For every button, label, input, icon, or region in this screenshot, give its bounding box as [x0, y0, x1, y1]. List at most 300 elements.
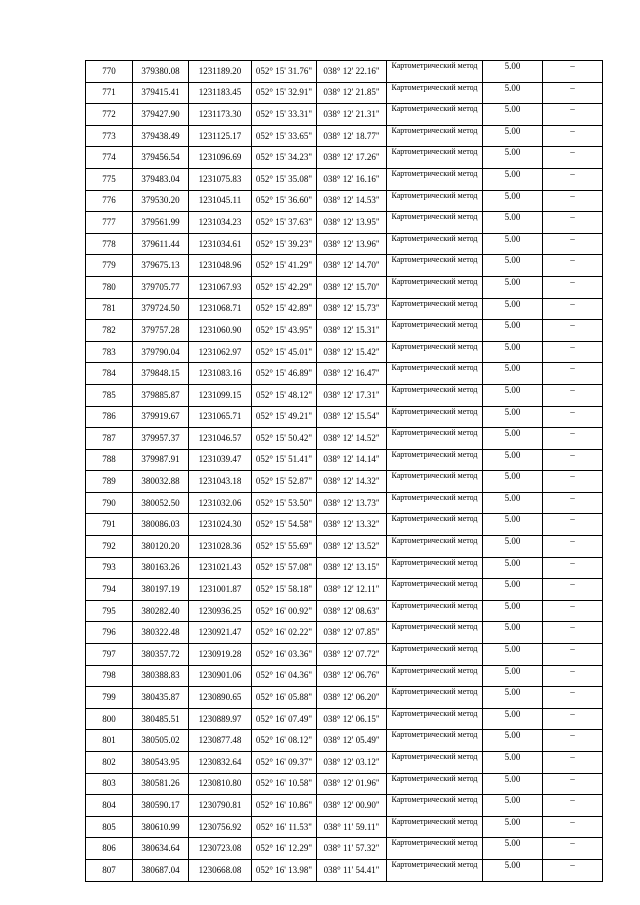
method-cell: Картометрический метод: [387, 838, 483, 860]
longitude-cell: 038° 12' 03.12": [317, 752, 387, 774]
x-coordinate-cell: 379456.54: [133, 147, 189, 169]
latitude-cell: 052° 15' 45.01": [252, 341, 317, 363]
x-coordinate-cell: 379919.67: [133, 406, 189, 428]
description-cell: –: [543, 61, 603, 83]
latitude-cell: 052° 16' 10.58": [252, 773, 317, 795]
precision-cell: 5.00: [483, 320, 543, 342]
table-row: [86, 838, 603, 860]
point-number-cell: 802: [86, 752, 133, 774]
precision-cell: 5.00: [483, 255, 543, 277]
method-cell: Картометрический метод: [387, 190, 483, 212]
y-coordinate-cell: 1231046.57: [189, 428, 252, 450]
table-row: [86, 449, 603, 471]
point-number-cell: 796: [86, 622, 133, 644]
longitude-cell: 038° 12' 21.31": [317, 104, 387, 126]
method-cell: Картометрический метод: [387, 233, 483, 255]
description-cell: –: [543, 600, 603, 622]
y-coordinate-cell: 1231001.87: [189, 579, 252, 601]
method-cell: Картометрический метод: [387, 557, 483, 579]
table-row: [86, 384, 603, 406]
x-coordinate-cell: 379380.08: [133, 61, 189, 83]
x-coordinate-cell: 379757.28: [133, 320, 189, 342]
y-coordinate-cell: 1230790.81: [189, 795, 252, 817]
x-coordinate-cell: 380581.26: [133, 773, 189, 795]
x-coordinate-cell: 380687.04: [133, 859, 189, 881]
description-cell: –: [543, 233, 603, 255]
y-coordinate-cell: 1230889.97: [189, 708, 252, 730]
description-cell: –: [543, 795, 603, 817]
description-cell: –: [543, 492, 603, 514]
method-cell: Картометрический метод: [387, 168, 483, 190]
precision-cell: 5.00: [483, 600, 543, 622]
description-cell: –: [543, 82, 603, 104]
method-cell: Картометрический метод: [387, 82, 483, 104]
description-cell: –: [543, 687, 603, 709]
table-row: [86, 816, 603, 838]
precision-cell: 5.00: [483, 428, 543, 450]
latitude-cell: 052° 15' 58.18": [252, 579, 317, 601]
point-number-cell: 785: [86, 384, 133, 406]
method-cell: Картометрический метод: [387, 428, 483, 450]
table-row: [86, 492, 603, 514]
x-coordinate-cell: 379415.41: [133, 82, 189, 104]
x-coordinate-cell: 380282.40: [133, 600, 189, 622]
point-number-cell: 800: [86, 708, 133, 730]
precision-cell: 5.00: [483, 687, 543, 709]
y-coordinate-cell: 1230668.08: [189, 859, 252, 881]
table-row: [86, 665, 603, 687]
longitude-cell: 038° 12' 00.90": [317, 795, 387, 817]
x-coordinate-cell: 380357.72: [133, 644, 189, 666]
y-coordinate-cell: 1230936.25: [189, 600, 252, 622]
table-row: [86, 795, 603, 817]
table-row: [86, 147, 603, 169]
longitude-cell: 038° 11' 57.32": [317, 838, 387, 860]
precision-cell: 5.00: [483, 730, 543, 752]
point-number-cell: 777: [86, 212, 133, 234]
precision-cell: 5.00: [483, 514, 543, 536]
method-cell: Картометрический метод: [387, 579, 483, 601]
x-coordinate-cell: 380485.51: [133, 708, 189, 730]
latitude-cell: 052° 15' 39.23": [252, 233, 317, 255]
x-coordinate-cell: 380610.99: [133, 816, 189, 838]
description-cell: –: [543, 363, 603, 385]
description-cell: –: [543, 859, 603, 881]
latitude-cell: 052° 15' 55.69": [252, 536, 317, 558]
longitude-cell: 038° 12' 13.96": [317, 233, 387, 255]
precision-cell: 5.00: [483, 233, 543, 255]
description-cell: –: [543, 406, 603, 428]
method-cell: Картометрический метод: [387, 255, 483, 277]
longitude-cell: 038° 12' 14.14": [317, 449, 387, 471]
table-row: [86, 406, 603, 428]
point-number-cell: 774: [86, 147, 133, 169]
longitude-cell: 038° 12' 14.52": [317, 428, 387, 450]
longitude-cell: 038° 12' 06.15": [317, 708, 387, 730]
longitude-cell: 038° 12' 17.26": [317, 147, 387, 169]
point-number-cell: 783: [86, 341, 133, 363]
y-coordinate-cell: 1231024.30: [189, 514, 252, 536]
x-coordinate-cell: 380197.19: [133, 579, 189, 601]
latitude-cell: 052° 15' 50.42": [252, 428, 317, 450]
table-row: [86, 212, 603, 234]
precision-cell: 5.00: [483, 579, 543, 601]
precision-cell: 5.00: [483, 125, 543, 147]
point-number-cell: 776: [86, 190, 133, 212]
table-row: [86, 773, 603, 795]
point-number-cell: 784: [86, 363, 133, 385]
method-cell: Картометрический метод: [387, 816, 483, 838]
x-coordinate-cell: 379987.91: [133, 449, 189, 471]
precision-cell: 5.00: [483, 708, 543, 730]
precision-cell: 5.00: [483, 363, 543, 385]
longitude-cell: 038° 12' 13.95": [317, 212, 387, 234]
method-cell: Картометрический метод: [387, 363, 483, 385]
method-cell: Картометрический метод: [387, 600, 483, 622]
y-coordinate-cell: 1231039.47: [189, 449, 252, 471]
longitude-cell: 038° 11' 54.41": [317, 859, 387, 881]
latitude-cell: 052° 15' 41.29": [252, 255, 317, 277]
precision-cell: 5.00: [483, 147, 543, 169]
method-cell: Картометрический метод: [387, 341, 483, 363]
x-coordinate-cell: 379427.90: [133, 104, 189, 126]
table-row: [86, 320, 603, 342]
method-cell: Картометрический метод: [387, 687, 483, 709]
method-cell: Картометрический метод: [387, 147, 483, 169]
y-coordinate-cell: 1231021.43: [189, 557, 252, 579]
table-row: [86, 708, 603, 730]
precision-cell: 5.00: [483, 644, 543, 666]
latitude-cell: 052° 15' 46.89": [252, 363, 317, 385]
precision-cell: 5.00: [483, 298, 543, 320]
method-cell: Картометрический метод: [387, 104, 483, 126]
description-cell: –: [543, 838, 603, 860]
x-coordinate-cell: 379848.15: [133, 363, 189, 385]
point-number-cell: 792: [86, 536, 133, 558]
table-row: [86, 363, 603, 385]
longitude-cell: 038° 12' 14.70": [317, 255, 387, 277]
y-coordinate-cell: 1231189.20: [189, 61, 252, 83]
table-row: [86, 233, 603, 255]
longitude-cell: 038° 12' 08.63": [317, 600, 387, 622]
description-cell: –: [543, 320, 603, 342]
latitude-cell: 052° 15' 42.29": [252, 276, 317, 298]
y-coordinate-cell: 1230919.28: [189, 644, 252, 666]
longitude-cell: 038° 12' 15.31": [317, 320, 387, 342]
x-coordinate-cell: 380634.64: [133, 838, 189, 860]
description-cell: –: [543, 255, 603, 277]
y-coordinate-cell: 1231045.11: [189, 190, 252, 212]
method-cell: Картометрический метод: [387, 514, 483, 536]
longitude-cell: 038° 12' 13.15": [317, 557, 387, 579]
longitude-cell: 038° 12' 15.70": [317, 276, 387, 298]
point-number-cell: 806: [86, 838, 133, 860]
description-cell: –: [543, 557, 603, 579]
point-number-cell: 788: [86, 449, 133, 471]
method-cell: Картометрический метод: [387, 61, 483, 83]
precision-cell: 5.00: [483, 859, 543, 881]
description-cell: –: [543, 622, 603, 644]
method-cell: Картометрический метод: [387, 320, 483, 342]
y-coordinate-cell: 1230901.06: [189, 665, 252, 687]
x-coordinate-cell: 379724.50: [133, 298, 189, 320]
point-number-cell: 789: [86, 471, 133, 493]
point-number-cell: 794: [86, 579, 133, 601]
method-cell: Картометрический метод: [387, 125, 483, 147]
longitude-cell: 038° 12' 13.52": [317, 536, 387, 558]
method-cell: Картометрический метод: [387, 752, 483, 774]
point-number-cell: 791: [86, 514, 133, 536]
latitude-cell: 052° 15' 33.31": [252, 104, 317, 126]
table-row: [86, 276, 603, 298]
longitude-cell: 038° 12' 13.73": [317, 492, 387, 514]
method-cell: Картометрический метод: [387, 622, 483, 644]
longitude-cell: 038° 12' 16.47": [317, 363, 387, 385]
x-coordinate-cell: 380086.03: [133, 514, 189, 536]
description-cell: –: [543, 579, 603, 601]
x-coordinate-cell: 379530.20: [133, 190, 189, 212]
table-row: [86, 190, 603, 212]
table-row: [86, 168, 603, 190]
y-coordinate-cell: 1231048.96: [189, 255, 252, 277]
y-coordinate-cell: 1231096.69: [189, 147, 252, 169]
latitude-cell: 052° 16' 11.53": [252, 816, 317, 838]
longitude-cell: 038° 12' 06.76": [317, 665, 387, 687]
table-row: [86, 125, 603, 147]
y-coordinate-cell: 1231043.18: [189, 471, 252, 493]
x-coordinate-cell: 380590.17: [133, 795, 189, 817]
y-coordinate-cell: 1230890.65: [189, 687, 252, 709]
precision-cell: 5.00: [483, 622, 543, 644]
method-cell: Картометрический метод: [387, 708, 483, 730]
precision-cell: 5.00: [483, 384, 543, 406]
longitude-cell: 038° 12' 14.32": [317, 471, 387, 493]
longitude-cell: 038° 12' 07.72": [317, 644, 387, 666]
longitude-cell: 038° 12' 21.85": [317, 82, 387, 104]
longitude-cell: 038° 11' 59.11": [317, 816, 387, 838]
method-cell: Картометрический метод: [387, 471, 483, 493]
x-coordinate-cell: 380120.20: [133, 536, 189, 558]
description-cell: –: [543, 147, 603, 169]
y-coordinate-cell: 1231067.93: [189, 276, 252, 298]
table-row: [86, 104, 603, 126]
description-cell: –: [543, 536, 603, 558]
x-coordinate-cell: 380505.02: [133, 730, 189, 752]
latitude-cell: 052° 16' 05.88": [252, 687, 317, 709]
longitude-cell: 038° 12' 14.53": [317, 190, 387, 212]
latitude-cell: 052° 15' 53.50": [252, 492, 317, 514]
table-row: [86, 557, 603, 579]
x-coordinate-cell: 379885.87: [133, 384, 189, 406]
latitude-cell: 052° 16' 07.49": [252, 708, 317, 730]
method-cell: Картометрический метод: [387, 492, 483, 514]
point-number-cell: 801: [86, 730, 133, 752]
point-number-cell: 775: [86, 168, 133, 190]
method-cell: Картометрический метод: [387, 536, 483, 558]
point-number-cell: 778: [86, 233, 133, 255]
longitude-cell: 038° 12' 12.11": [317, 579, 387, 601]
y-coordinate-cell: 1230832.64: [189, 752, 252, 774]
y-coordinate-cell: 1230810.80: [189, 773, 252, 795]
longitude-cell: 038° 12' 16.16": [317, 168, 387, 190]
x-coordinate-cell: 380435.87: [133, 687, 189, 709]
y-coordinate-cell: 1231034.23: [189, 212, 252, 234]
precision-cell: 5.00: [483, 104, 543, 126]
precision-cell: 5.00: [483, 406, 543, 428]
latitude-cell: 052° 15' 32.91": [252, 82, 317, 104]
table-row: [86, 859, 603, 881]
description-cell: –: [543, 730, 603, 752]
point-number-cell: 793: [86, 557, 133, 579]
precision-cell: 5.00: [483, 212, 543, 234]
y-coordinate-cell: 1231034.61: [189, 233, 252, 255]
description-cell: –: [543, 384, 603, 406]
precision-cell: 5.00: [483, 492, 543, 514]
table-row: [86, 536, 603, 558]
description-cell: –: [543, 471, 603, 493]
y-coordinate-cell: 1231060.90: [189, 320, 252, 342]
longitude-cell: 038° 12' 22.16": [317, 61, 387, 83]
x-coordinate-cell: 380163.26: [133, 557, 189, 579]
point-number-cell: 799: [86, 687, 133, 709]
description-cell: –: [543, 752, 603, 774]
method-cell: Картометрический метод: [387, 449, 483, 471]
table-row: [86, 644, 603, 666]
longitude-cell: 038° 12' 13.32": [317, 514, 387, 536]
y-coordinate-cell: 1230756.92: [189, 816, 252, 838]
latitude-cell: 052° 16' 03.36": [252, 644, 317, 666]
x-coordinate-cell: 379611.44: [133, 233, 189, 255]
table-body: [86, 61, 603, 882]
latitude-cell: 052° 15' 43.95": [252, 320, 317, 342]
description-cell: –: [543, 773, 603, 795]
y-coordinate-cell: 1230723.08: [189, 838, 252, 860]
y-coordinate-cell: 1231125.17: [189, 125, 252, 147]
method-cell: Картометрический метод: [387, 795, 483, 817]
latitude-cell: 052° 16' 09.37": [252, 752, 317, 774]
precision-cell: 5.00: [483, 82, 543, 104]
precision-cell: 5.00: [483, 773, 543, 795]
precision-cell: 5.00: [483, 752, 543, 774]
x-coordinate-cell: 379705.77: [133, 276, 189, 298]
x-coordinate-cell: 380052.50: [133, 492, 189, 514]
precision-cell: 5.00: [483, 536, 543, 558]
longitude-cell: 038° 12' 15.54": [317, 406, 387, 428]
latitude-cell: 052° 15' 48.12": [252, 384, 317, 406]
precision-cell: 5.00: [483, 276, 543, 298]
point-number-cell: 798: [86, 665, 133, 687]
description-cell: –: [543, 708, 603, 730]
description-cell: –: [543, 816, 603, 838]
table-row: [86, 471, 603, 493]
point-number-cell: 773: [86, 125, 133, 147]
latitude-cell: 052° 15' 57.08": [252, 557, 317, 579]
x-coordinate-cell: 379675.13: [133, 255, 189, 277]
description-cell: –: [543, 212, 603, 234]
point-number-cell: 790: [86, 492, 133, 514]
table-row: [86, 579, 603, 601]
method-cell: Картометрический метод: [387, 730, 483, 752]
method-cell: Картометрический метод: [387, 406, 483, 428]
description-cell: –: [543, 665, 603, 687]
description-cell: –: [543, 168, 603, 190]
precision-cell: 5.00: [483, 838, 543, 860]
latitude-cell: 052° 15' 51.41": [252, 449, 317, 471]
x-coordinate-cell: 380322.48: [133, 622, 189, 644]
point-number-cell: 797: [86, 644, 133, 666]
description-cell: –: [543, 298, 603, 320]
description-cell: –: [543, 341, 603, 363]
x-coordinate-cell: 379483.04: [133, 168, 189, 190]
point-number-cell: 772: [86, 104, 133, 126]
description-cell: –: [543, 125, 603, 147]
method-cell: Картометрический метод: [387, 212, 483, 234]
precision-cell: 5.00: [483, 471, 543, 493]
table-row: [86, 730, 603, 752]
latitude-cell: 052° 15' 33.65": [252, 125, 317, 147]
method-cell: Картометрический метод: [387, 644, 483, 666]
coordinates-table: [85, 60, 603, 882]
longitude-cell: 038° 12' 15.42": [317, 341, 387, 363]
x-coordinate-cell: 379438.49: [133, 125, 189, 147]
longitude-cell: 038° 12' 07.85": [317, 622, 387, 644]
y-coordinate-cell: 1231183.45: [189, 82, 252, 104]
longitude-cell: 038° 12' 15.73": [317, 298, 387, 320]
point-number-cell: 807: [86, 859, 133, 881]
point-number-cell: 786: [86, 406, 133, 428]
table-row: [86, 298, 603, 320]
y-coordinate-cell: 1231065.71: [189, 406, 252, 428]
point-number-cell: 787: [86, 428, 133, 450]
y-coordinate-cell: 1231062.97: [189, 341, 252, 363]
point-number-cell: 771: [86, 82, 133, 104]
y-coordinate-cell: 1231032.06: [189, 492, 252, 514]
latitude-cell: 052° 16' 08.12": [252, 730, 317, 752]
y-coordinate-cell: 1231099.15: [189, 384, 252, 406]
method-cell: Картометрический метод: [387, 859, 483, 881]
table-row: [86, 622, 603, 644]
longitude-cell: 038° 12' 18.77": [317, 125, 387, 147]
method-cell: Картометрический метод: [387, 276, 483, 298]
latitude-cell: 052° 15' 42.89": [252, 298, 317, 320]
precision-cell: 5.00: [483, 341, 543, 363]
precision-cell: 5.00: [483, 168, 543, 190]
latitude-cell: 052° 16' 10.86": [252, 795, 317, 817]
latitude-cell: 052° 16' 04.36": [252, 665, 317, 687]
table-row: [86, 341, 603, 363]
y-coordinate-cell: 1230877.48: [189, 730, 252, 752]
x-coordinate-cell: 379561.99: [133, 212, 189, 234]
point-number-cell: 782: [86, 320, 133, 342]
latitude-cell: 052° 15' 35.08": [252, 168, 317, 190]
x-coordinate-cell: 379957.37: [133, 428, 189, 450]
x-coordinate-cell: 380543.95: [133, 752, 189, 774]
longitude-cell: 038° 12' 01.96": [317, 773, 387, 795]
point-number-cell: 804: [86, 795, 133, 817]
table-row: [86, 752, 603, 774]
y-coordinate-cell: 1231075.83: [189, 168, 252, 190]
latitude-cell: 052° 15' 49.21": [252, 406, 317, 428]
y-coordinate-cell: 1231083.16: [189, 363, 252, 385]
x-coordinate-cell: 380388.83: [133, 665, 189, 687]
description-cell: –: [543, 190, 603, 212]
precision-cell: 5.00: [483, 557, 543, 579]
table-row: [86, 61, 603, 83]
precision-cell: 5.00: [483, 665, 543, 687]
latitude-cell: 052° 15' 31.76": [252, 61, 317, 83]
table-row: [86, 82, 603, 104]
table-row: [86, 428, 603, 450]
